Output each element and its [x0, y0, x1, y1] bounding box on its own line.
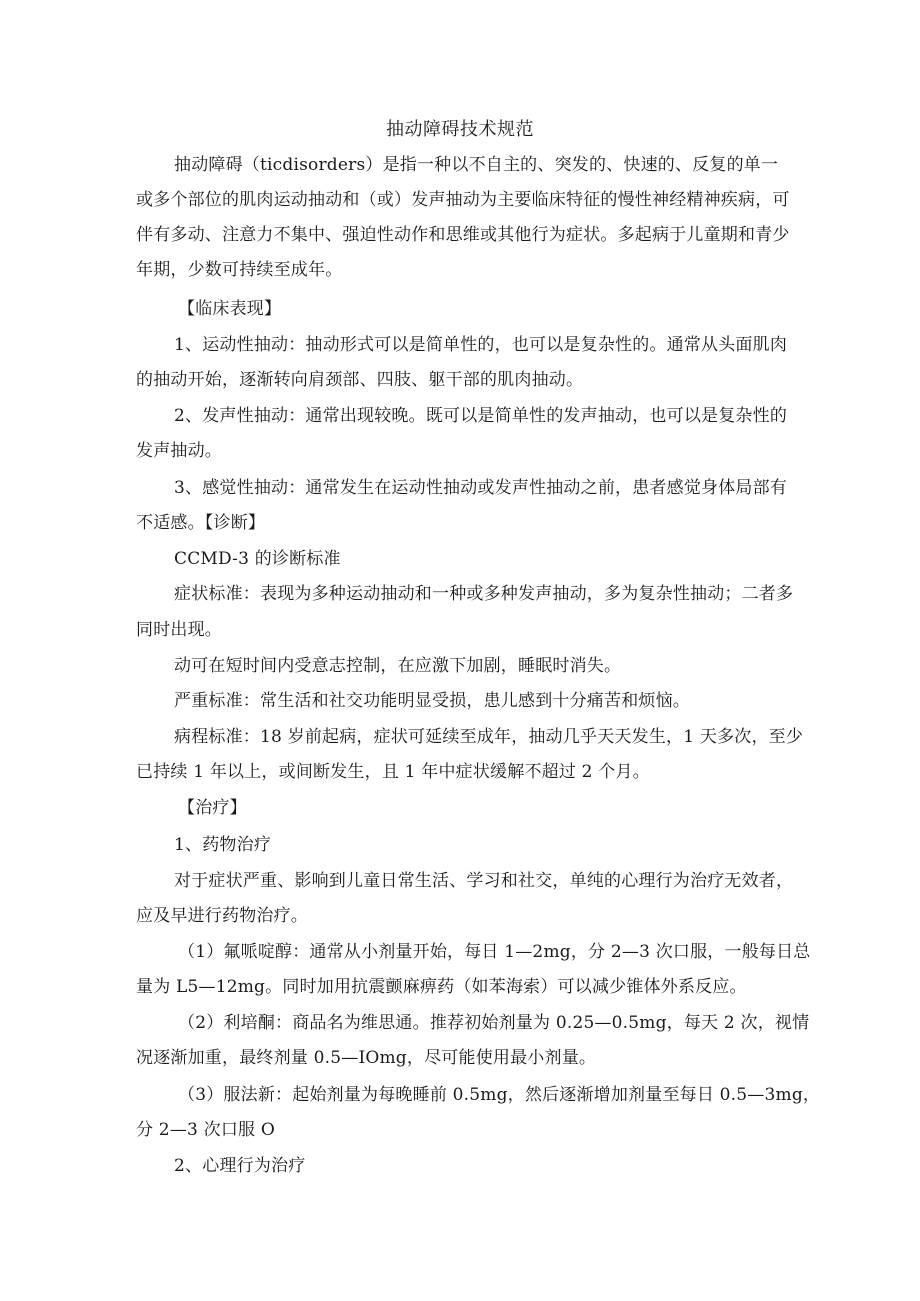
paragraph-line: 发声抽动。	[136, 441, 222, 461]
paragraph-line: 量为 L5—12mg。同时加用抗震颤麻痹药（如苯海索）可以减少锥体外系反应。	[136, 977, 747, 997]
paragraph-line: 不适感。【诊断】	[136, 513, 266, 533]
paragraph-line: 已持续 1 年以上，或间断发生，且 1 年中症状缓解不超过 2 个月。	[136, 762, 650, 782]
paragraph-line: 严重标准：常生活和社交功能明显受损，患儿感到十分痛苦和烦恼。	[174, 691, 690, 711]
document-title: 抽动障碍技术规范	[386, 119, 534, 140]
paragraph-line: 病程标准：18 岁前起病，症状可延续至成年，抽动几乎天天发生，1 天多次，至少	[174, 727, 804, 747]
section-heading-treatment: 【治疗】	[178, 798, 247, 818]
paragraph-line: 3、感觉性抽动：通常发生在运动性抽动或发声性抽动之前，患者感觉身体局部有	[174, 478, 788, 498]
paragraph-line: （2）利培酮：商品名为维思通。推荐初始剂量为 0.25—0.5mg，每天 2 次，视情	[178, 1013, 810, 1033]
paragraph-line: （3）服法新：起始剂量为每晚睡前 0.5mg，然后逐渐增加剂量至每日 0.5—3mg，	[178, 1085, 821, 1105]
paragraph-line: 况逐渐加重，最终剂量 0.5—IOmg，尽可能使用最小剂量。	[136, 1048, 597, 1068]
paragraph-line: 或多个部位的肌肉运动抽动和（或）发声抽动为主要临床特征的慢性神经精神疾病，可	[136, 190, 790, 210]
paragraph-line: CCMD-3 的诊断标准	[174, 549, 341, 569]
paragraph-line: 2、发声性抽动：通常出现较晚。既可以是简单性的发声抽动，也可以是复杂性的	[174, 406, 788, 426]
paragraph-line: 动可在短时间内受意志控制，在应激下加剧，睡眠时消失。	[174, 656, 622, 676]
paragraph-line: 1、药物治疗	[174, 835, 272, 855]
paragraph-line: 对于症状严重、影响到儿童日常生活、学习和社交，单纯的心理行为治疗无效者，	[174, 871, 794, 891]
paragraph-line: 分 2—3 次口服 O	[136, 1120, 275, 1140]
paragraph-line: 伴有多动、注意力不集中、强迫性动作和思维或其他行为症状。多起病于儿童期和青少	[136, 225, 790, 245]
paragraph-line: 1、运动性抽动：抽动形式可以是简单性的，也可以是复杂性的。通常从头面肌肉	[174, 335, 788, 355]
paragraph-line: （1）氟哌啶醇：通常从小剂量开始，每日 1—2mg，分 2—3 次口服，一般每日总	[178, 942, 811, 962]
paragraph-line: 同时出现。	[136, 620, 222, 640]
section-heading-clinical: 【临床表现】	[178, 299, 282, 319]
paragraph-line: 年期，少数可持续至成年。	[136, 260, 343, 280]
paragraph-line: 的抽动开始，逐渐转向肩颈部、四肢、躯干部的肌肉抽动。	[136, 370, 584, 390]
paragraph-line: 应及早进行药物治疗。	[136, 906, 308, 926]
paragraph-line: 2、心理行为治疗	[174, 1156, 306, 1176]
paragraph-line: 症状标准：表现为多种运动抽动和一种或多种发声抽动，多为复杂性抽动；二者多	[174, 584, 794, 604]
paragraph-line: 抽动障碍（ticdisorders）是指一种以不自主的、突发的、快速的、反复的单一	[174, 155, 779, 175]
